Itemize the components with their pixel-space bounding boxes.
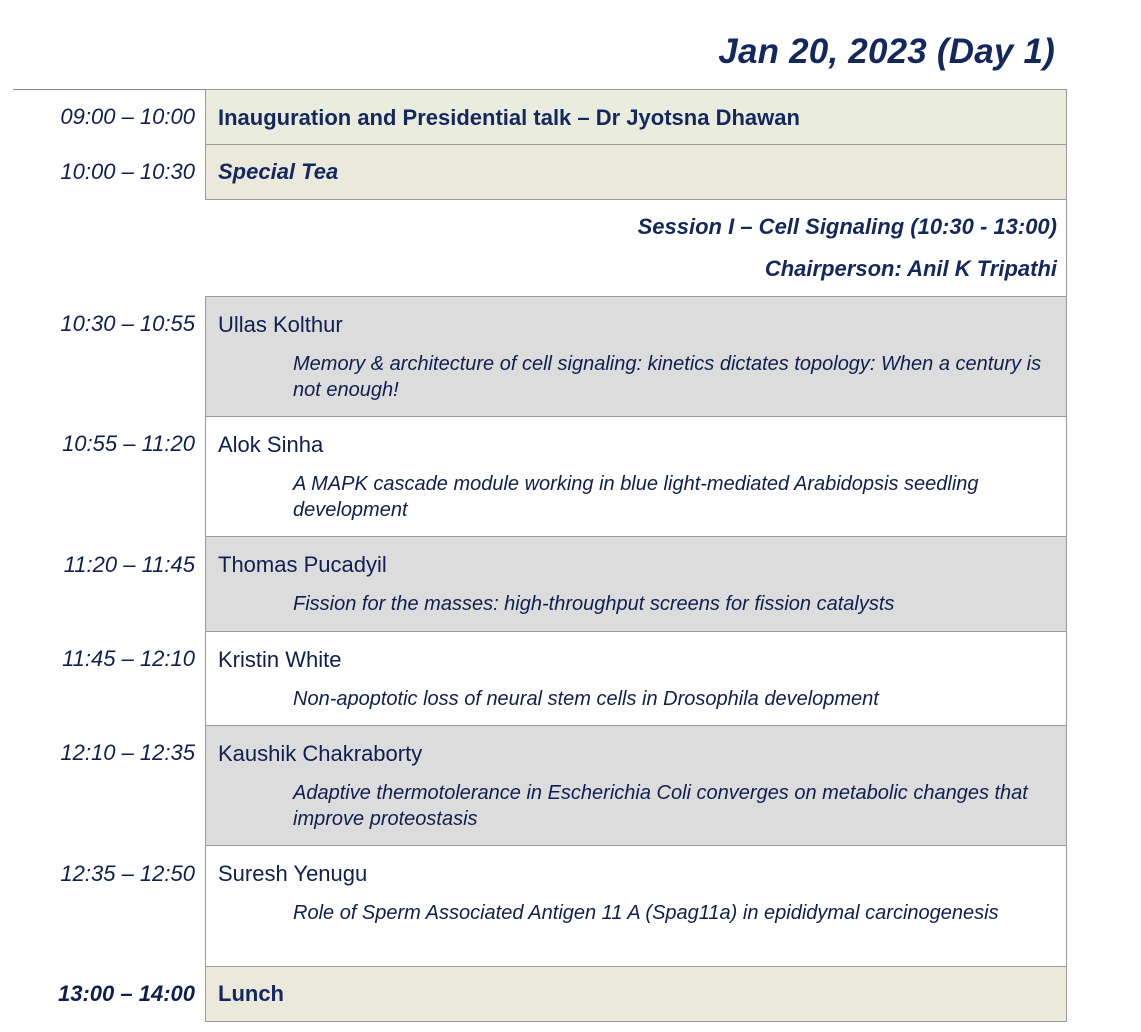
speaker-name: Thomas Pucadyil xyxy=(218,552,387,577)
time-slot: 10:00 – 10:30 xyxy=(60,159,195,184)
talk-title: Fission for the masses: high-throughput screens for fission catalysts xyxy=(293,593,895,615)
talk-row xyxy=(205,726,1067,846)
schedule-row-tea xyxy=(205,145,1067,200)
schedule-row-lunch xyxy=(205,967,1067,1022)
talk-title: Adaptive thermotolerance in Escherichia Coli converges on metabolic changes that improve proteostasis xyxy=(293,782,1028,830)
talk-title: Non-apoptotic loss of neural stem cells in Drosophila development xyxy=(293,688,879,710)
event-label: Special Tea xyxy=(218,159,339,184)
talk-row xyxy=(205,632,1067,726)
time-slot: 11:45 – 12:10 xyxy=(62,646,195,671)
session-chair: Chairperson: Anil K Tripathi xyxy=(764,256,1057,281)
time-slot: 11:20 – 11:45 xyxy=(63,552,195,577)
session-title: Session I – Cell Signaling (10:30 - 13:00) xyxy=(637,214,1057,239)
talk-title: A MAPK cascade module working in blue light-mediated Arabidopsis seedling development xyxy=(293,473,979,521)
time-slot: 09:00 – 10:00 xyxy=(60,104,195,129)
time-slot: 10:55 – 11:20 xyxy=(62,431,195,456)
speaker-name: Suresh Yenugu xyxy=(218,861,368,886)
speaker-name: Kristin White xyxy=(218,647,342,672)
time-slot: 12:10 – 12:35 xyxy=(60,740,195,765)
event-label: Inauguration and Presidential talk – Dr Jyotsna Dhawan xyxy=(218,105,800,130)
event-label: Lunch xyxy=(218,981,284,1006)
schedule-row-inauguration xyxy=(205,89,1067,145)
speaker-name: Alok Sinha xyxy=(218,432,324,457)
talk-row xyxy=(205,417,1067,537)
talk-title: Memory & architecture of cell signaling: kinetics dictates topology: When a century is not enough! xyxy=(293,353,1042,401)
speaker-name: Kaushik Chakraborty xyxy=(218,741,423,766)
talk-title: Role of Sperm Associated Antigen 11 A (Spag11a) in epididymal carcinogenesis xyxy=(293,902,999,924)
speaker-name: Ullas Kolthur xyxy=(218,312,343,337)
talk-row xyxy=(205,537,1067,632)
time-slot: 12:35 – 12:50 xyxy=(60,861,195,886)
talk-row xyxy=(205,846,1067,967)
time-slot: 10:30 – 10:55 xyxy=(60,311,195,336)
time-slot: 13:00 – 14:00 xyxy=(58,981,195,1006)
talk-row xyxy=(205,296,1067,417)
day-title: Jan 20, 2023 (Day 1) xyxy=(718,32,1055,71)
divider-line xyxy=(13,89,206,90)
